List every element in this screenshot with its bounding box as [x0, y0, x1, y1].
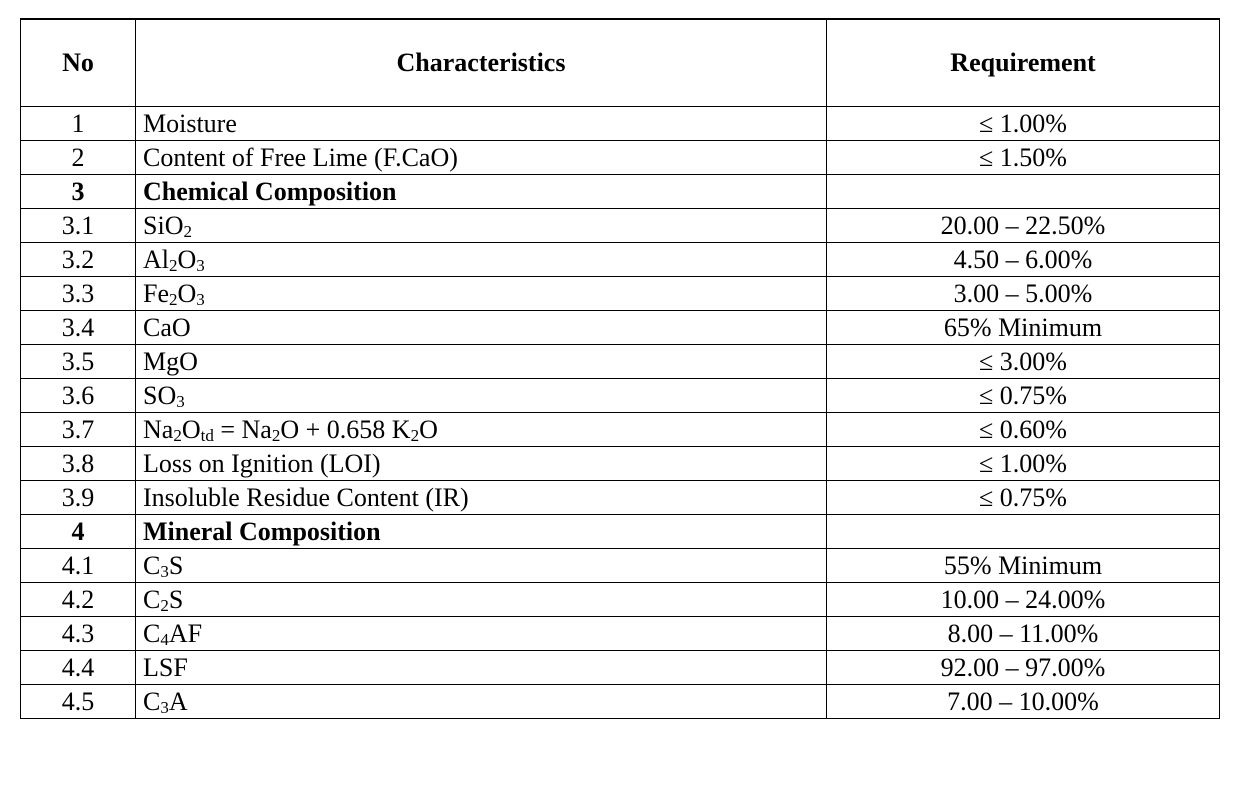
row-number: 3.3 [21, 277, 136, 311]
row-requirement: ≤ 0.75% [827, 481, 1220, 515]
table-row [21, 277, 1220, 311]
table-row [21, 651, 1220, 685]
row-characteristic: MgO [136, 345, 827, 379]
header-row [21, 19, 1220, 107]
table-row [21, 549, 1220, 583]
row-number: 4.5 [21, 685, 136, 719]
row-requirement: ≤ 3.00% [827, 345, 1220, 379]
header-requirement: Requirement [827, 19, 1220, 107]
row-characteristic: CaO [136, 311, 827, 345]
row-requirement: ≤ 1.50% [827, 141, 1220, 175]
row-requirement: 7.00 – 10.00% [827, 685, 1220, 719]
row-number: 3.4 [21, 311, 136, 345]
row-characteristic: $Fe_2O_3$ [136, 277, 827, 311]
table-row [21, 345, 1220, 379]
row-requirement: 92.00 – 97.00% [827, 651, 1220, 685]
row-number: 4.3 [21, 617, 136, 651]
row-characteristic: $C_2S$ [136, 583, 827, 617]
row-number: 2 [21, 141, 136, 175]
table-row [21, 209, 1220, 243]
row-number: 1 [21, 107, 136, 141]
table-section-row [21, 515, 1220, 549]
table-row [21, 447, 1220, 481]
row-requirement [827, 175, 1220, 209]
row-number: 3.2 [21, 243, 136, 277]
header-no: No [21, 19, 136, 107]
table-row [21, 379, 1220, 413]
row-requirement: 65% Minimum [827, 311, 1220, 345]
row-characteristic: $C_3S$ [136, 549, 827, 583]
row-characteristic: LSF [136, 651, 827, 685]
row-number: 3 [21, 175, 136, 209]
table-row [21, 481, 1220, 515]
row-requirement: 8.00 – 11.00% [827, 617, 1220, 651]
table-body [21, 107, 1220, 719]
row-characteristic: $C_4AF$ [136, 617, 827, 651]
row-requirement: ≤ 1.00% [827, 447, 1220, 481]
row-number: 3.5 [21, 345, 136, 379]
row-number: 4.2 [21, 583, 136, 617]
row-requirement: 10.00 – 24.00% [827, 583, 1220, 617]
row-characteristic: Moisture [136, 107, 827, 141]
row-number: 3.7 [21, 413, 136, 447]
row-characteristic: Insoluble Residue Content (IR) [136, 481, 827, 515]
row-characteristic: $Al_2O_3$ [136, 243, 827, 277]
row-characteristic: $Na_2O_{td} = Na_2O + 0.658$ $K_2O$ [136, 413, 827, 447]
row-number: 3.8 [21, 447, 136, 481]
row-number: 3.1 [21, 209, 136, 243]
row-characteristic: $C_3A$ [136, 685, 827, 719]
table-row [21, 311, 1220, 345]
row-characteristic: Content of Free Lime (F.CaO) [136, 141, 827, 175]
table-header [21, 19, 1220, 107]
row-characteristic: Loss on Ignition (LOI) [136, 447, 827, 481]
table-row [21, 413, 1220, 447]
row-characteristic: Chemical Composition [136, 175, 827, 209]
table-row [21, 617, 1220, 651]
row-requirement: 4.50 – 6.00% [827, 243, 1220, 277]
characteristics-table [20, 18, 1220, 719]
table-row [21, 583, 1220, 617]
row-requirement: ≤ 0.75% [827, 379, 1220, 413]
row-number: 4.4 [21, 651, 136, 685]
row-number: 3.9 [21, 481, 136, 515]
table-row [21, 141, 1220, 175]
row-requirement: ≤ 0.60% [827, 413, 1220, 447]
row-number: 3.6 [21, 379, 136, 413]
row-requirement: ≤ 1.00% [827, 107, 1220, 141]
header-characteristics: Characteristics [136, 19, 827, 107]
row-number: 4 [21, 515, 136, 549]
row-characteristic: SiO$_2$ [136, 209, 827, 243]
table-row [21, 107, 1220, 141]
table-section-row [21, 175, 1220, 209]
row-requirement: 3.00 – 5.00% [827, 277, 1220, 311]
table-row [21, 685, 1220, 719]
row-requirement [827, 515, 1220, 549]
row-number: 4.1 [21, 549, 136, 583]
row-requirement: 55% Minimum [827, 549, 1220, 583]
table-row [21, 243, 1220, 277]
row-requirement: 20.00 – 22.50% [827, 209, 1220, 243]
row-characteristic: Mineral Composition [136, 515, 827, 549]
row-characteristic: $SO_3$ [136, 379, 827, 413]
